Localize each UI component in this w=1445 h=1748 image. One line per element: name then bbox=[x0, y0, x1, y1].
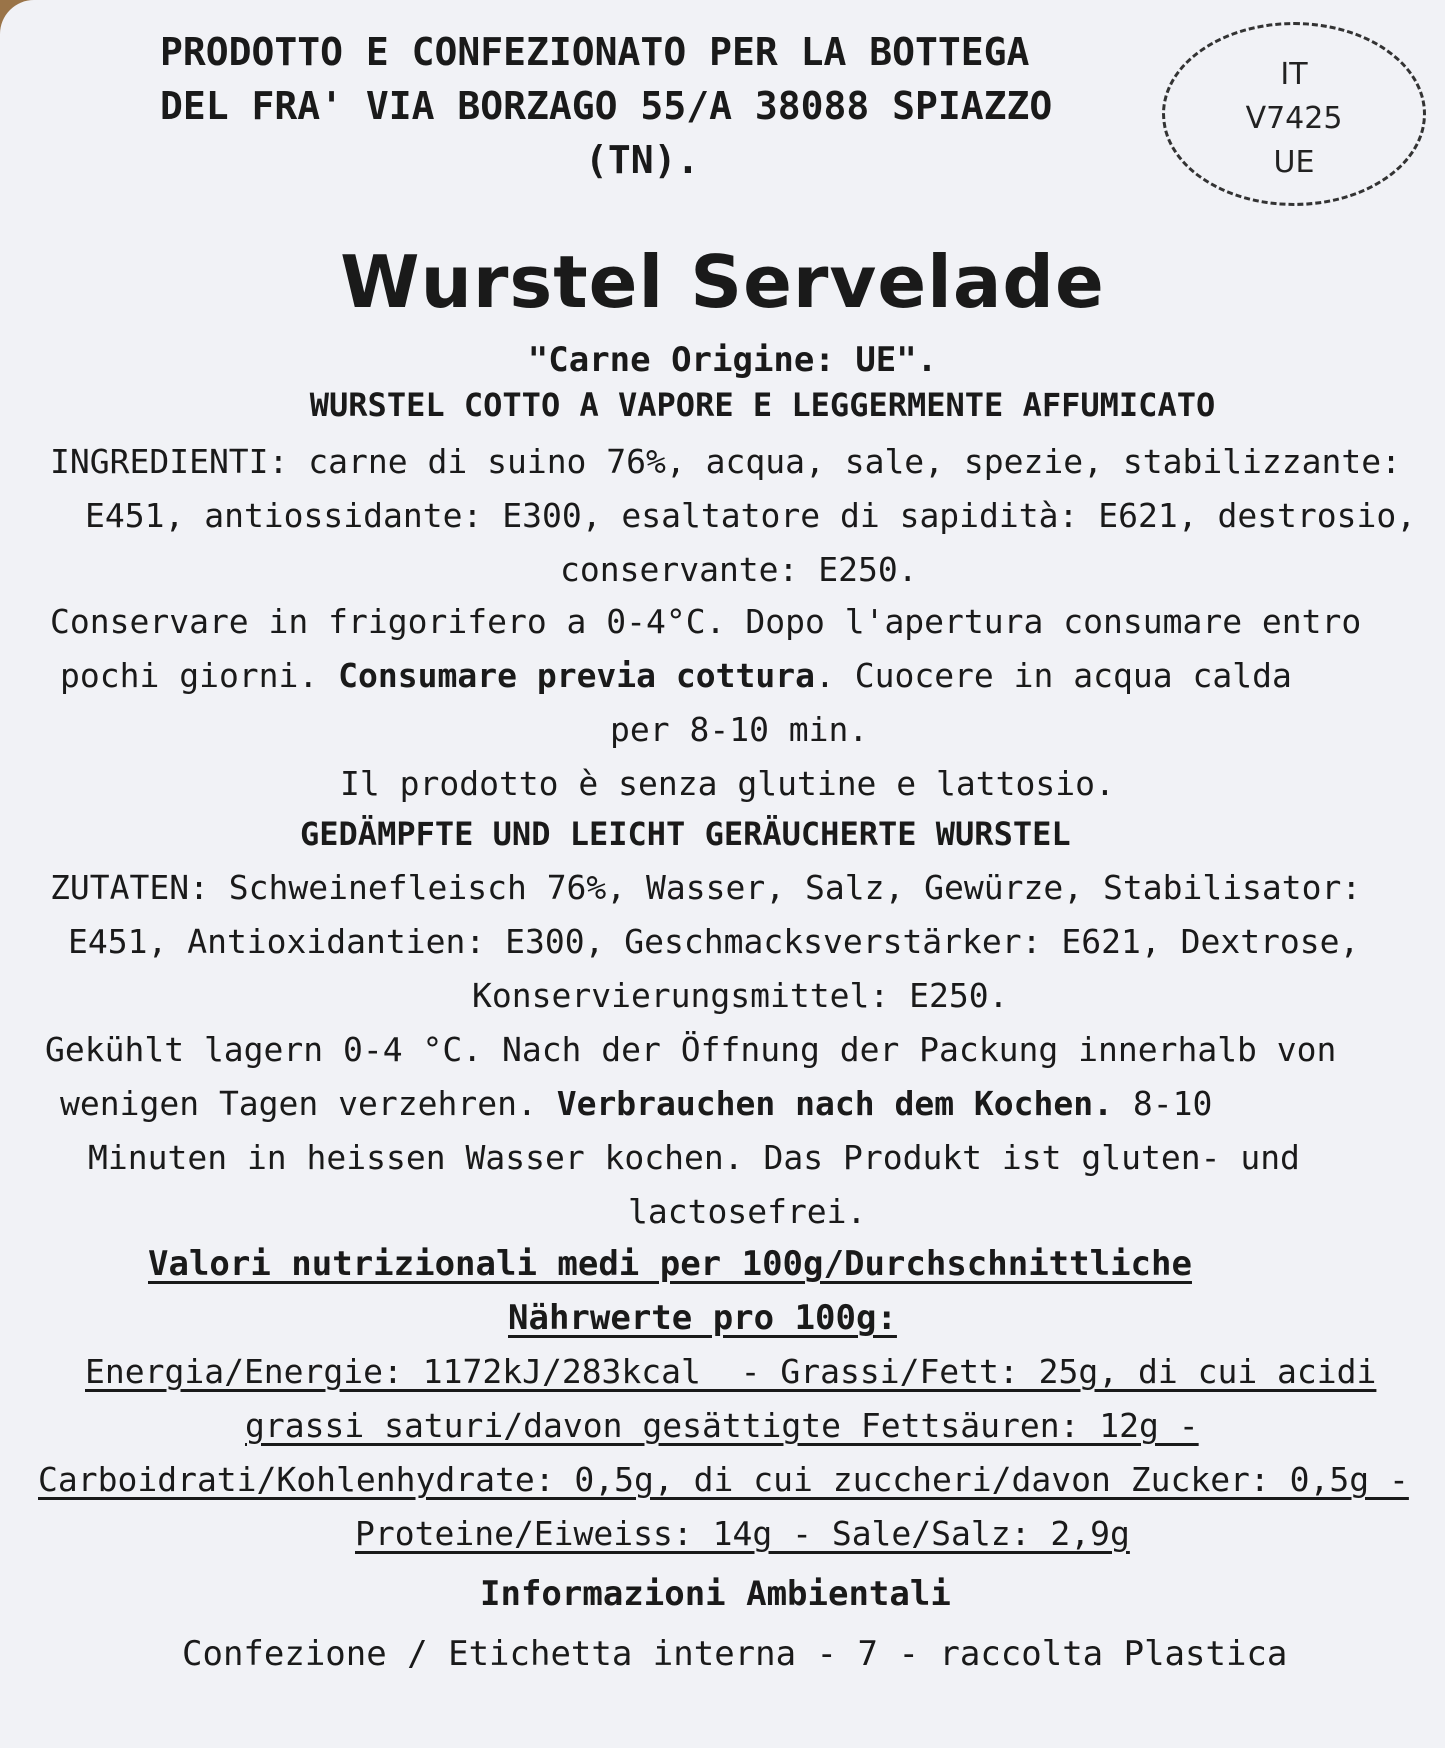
health-mark-stamp bbox=[1162, 22, 1426, 206]
german-storage-line-2 bbox=[60, 1082, 1212, 1126]
german-storage-line-4: lactosefrei. bbox=[628, 1192, 867, 1231]
nutrition-line-carbohydrates: Carboidrati/Kohlenhydrate: 0,5g, di cui zuccheri/davon Zucker: 0,5g - bbox=[38, 1460, 1409, 1499]
german-ingredients-line-3: Konservierungsmittel: E250. bbox=[472, 976, 1009, 1015]
stamp-ue: UE bbox=[1273, 145, 1315, 180]
stamp-country: IT bbox=[1280, 57, 1308, 92]
german-storage-line-3: Minuten in heissen Wasser kochen. Das Produkt ist gluten- und bbox=[88, 1138, 1300, 1177]
nutrition-heading-line-1: Valori nutrizionali medi per 100g/Durchschnittliche bbox=[148, 1244, 1192, 1284]
meat-origin: "Carne Origine: UE". bbox=[527, 340, 938, 380]
italian-storage-line-1: Conservare in frigorifero a 0-4°C. Dopo l'apertura consumare entro bbox=[50, 602, 1362, 641]
nutrition-line-saturated-fat: grassi saturi/davon gesättigte Fettsäuren: 12g - bbox=[245, 1406, 1199, 1445]
german-heading: GEDÄMPFTE UND LEICHT GERÄUCHERTE WURSTEL bbox=[300, 815, 1071, 853]
producer-line-1: PRODOTTO E CONFEZIONATO PER LA BOTTEGA bbox=[160, 30, 1030, 74]
italian-ingredients-line-1: INGREDIENTI: carne di suino 76%, acqua, sale, spezie, stabilizzante: bbox=[50, 442, 1402, 481]
italian-storage-line-2 bbox=[60, 654, 1292, 698]
german-storage-post: 8-10 bbox=[1113, 1084, 1213, 1123]
italian-heading: WURSTEL COTTO A VAPORE E LEGGERMENTE AFFUMICATO bbox=[309, 386, 1216, 424]
product-title: Wurstel Servelade bbox=[340, 240, 1105, 324]
producer-line-3: (TN). bbox=[585, 138, 700, 182]
italian-cooking-warning: Consumare previa cottura bbox=[338, 656, 815, 695]
stamp-approval-number: V7425 bbox=[1245, 101, 1343, 136]
italian-storage-post: . Cuocere in acqua calda bbox=[814, 656, 1292, 695]
environment-heading: Informazioni Ambientali bbox=[480, 1574, 951, 1614]
german-cooking-warning: Verbrauchen nach dem Kochen. bbox=[556, 1084, 1113, 1123]
italian-ingredients-line-3: conservante: E250. bbox=[560, 550, 918, 589]
german-ingredients-line-2: E451, Antioxidantien: E300, Geschmacksverstärker: E621, Dextrose, bbox=[68, 922, 1360, 961]
italian-storage-pre: pochi giorni. bbox=[60, 656, 339, 695]
german-storage-pre: wenigen Tagen verzehren. bbox=[60, 1084, 557, 1123]
italian-gluten-statement: Il prodotto è senza glutine e lattosio. bbox=[340, 764, 1115, 803]
italian-storage-line-3: per 8-10 min. bbox=[610, 710, 869, 749]
producer-line-2: DEL FRA' VIA BORZAGO 55/A 38088 SPIAZZO bbox=[160, 84, 1053, 128]
italian-ingredients-line-2: E451, antiossidante: E300, esaltatore di sapidità: E621, destrosio, bbox=[85, 496, 1417, 535]
german-storage-line-1: Gekühlt lagern 0-4 °C. Nach der Öffnung der Packung innerhalb von bbox=[45, 1030, 1337, 1069]
nutrition-line-protein-salt: Proteine/Eiweiss: 14g - Sale/Salz: 2,9g bbox=[355, 1514, 1130, 1553]
nutrition-heading-line-2: Nährwerte pro 100g: bbox=[508, 1298, 897, 1338]
german-ingredients-line-1: ZUTATEN: Schweinefleisch 76%, Wasser, Salz, Gewürze, Stabilisator: bbox=[50, 868, 1362, 907]
nutrition-line-energy-fat: Energia/Energie: 1172kJ/283kcal - Grassi/Fett: 25g, di cui acidi bbox=[85, 1352, 1377, 1391]
environment-disposal-text: Confezione / Etichetta interna - 7 - raccolta Plastica bbox=[182, 1634, 1288, 1674]
